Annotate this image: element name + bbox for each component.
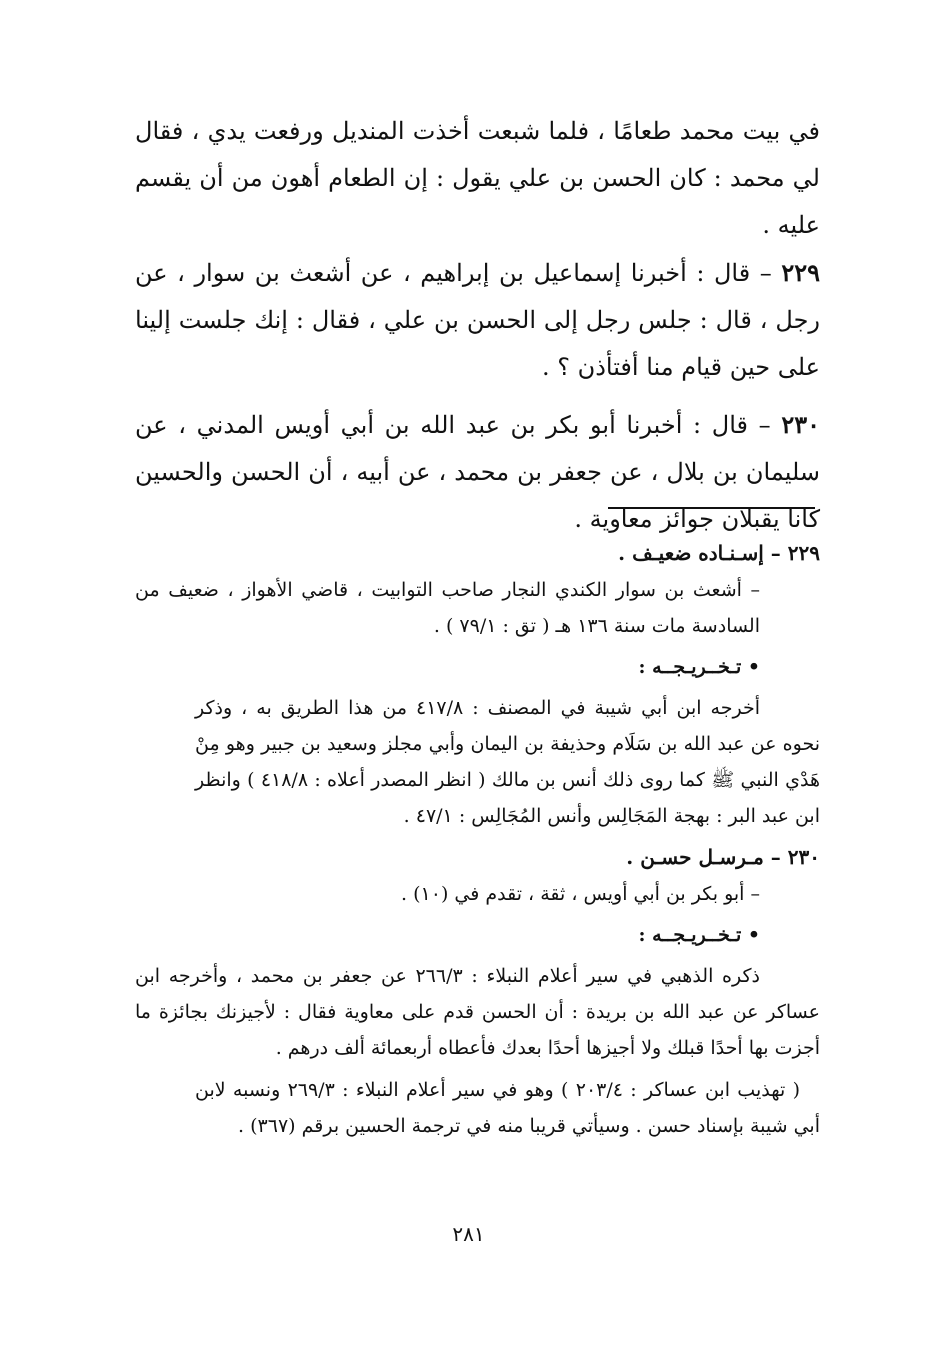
page-number: ٢٨١ — [452, 1222, 485, 1246]
reference-note: ( تهذيب ابن عساكر : ٢٠٣/٤ ) وهو في سير أعلام النبلاء : ٢٦٩/٣ ونسبه لابن أبي شيبة بإسناد حسن . وسيأتي قريبا منه في ترجمة الحسين برقم (٣٦٧) . — [195, 1079, 820, 1137]
main-paragraph-continuation — [135, 108, 820, 249]
narrator-note: – أبو بكر بن أبي أويس ، ثقة ، تقدم في (١٠) . — [401, 883, 760, 905]
hadith-number: ٢٣٠ — [781, 410, 820, 439]
main-paragraph-230 — [135, 401, 820, 543]
footnote-divider — [608, 507, 815, 509]
main-paragraph-229 — [135, 249, 820, 391]
takhrij-text: ذكره الذهبي في سير أعلام النبلاء : ٢٦٦/٣ عن جعفر بن محمد ، وأخرجه ابن عساكر عن عبد الله بن بريدة : أن الحسن قدم على معاوية فقال : لأجيزنك بجائزة ما أجزت بها أحدًا قبلك ولا أجيزها أحدًا بعدك فأعطاه أربعمائة ألف درهم . — [135, 965, 820, 1059]
footnotes — [135, 534, 820, 1144]
takhrij-label: • تـخــريـجــه : — [638, 924, 760, 946]
main-text — [135, 108, 820, 553]
footnote-heading-229: ٢٢٩ – إسـنـاده ضعيـف . — [618, 541, 820, 565]
paragraph-text: في بيت محمد طعامًا ، فلما شبعت أخذت المنديل ورفعت يدي ، فقال لي محمد : كان الحسن بن علي يقول : إن الطعام أهون من أن يقسم عليه . — [135, 117, 820, 239]
hadith-number: ٢٢٩ — [781, 258, 820, 287]
narrator-note: – أشعث بن سوار الكندي النجار صاحب التوابيت ، قاضي الأهواز ، ضعيف من السادسة مات سنة ١٣٦ هـ ( تق : ٧٩/١ ) . — [135, 579, 760, 637]
footnote-heading-230: ٢٣٠ – مـرسـل حسـن . — [626, 845, 820, 869]
paragraph-text: – قال : أخبرنا إسماعيل بن إبراهيم ، عن أشعث بن سوار ، عن رجل ، قال : جلس رجل إلى الحسن بن علي ، فقال : إنك جلست إلينا على حين قيام منا أفتأذن ؟ . — [135, 259, 820, 381]
paragraph-text: – قال : أخبرنا أبو بكر بن عبد الله بن أبي أويس المدني ، عن سليمان بن بلال ، عن جعفر بن محمد ، عن أبيه ، أن الحسن والحسين كانا يقبلان جوائز معاوية . — [135, 411, 820, 533]
takhrij-label: • تـخــريـجــه : — [638, 656, 760, 678]
takhrij-text: أخرجه ابن أبي شيبة في المصنف : ٤١٧/٨ من هذا الطريق به ، وذكر نحوه عن عبد الله بن سَلَام وحذيفة بن اليمان وأبي مجلز وسعيد بن جبير وهو مِنْ هَدْي النبي ﷺ كما روى ذلك أنس بن مالك ( انظر المصدر أعلاه : ٤١٨/٨ ) وانظر ابن عبد البر : بهجة المَجَالِس وأنس المُجَالِس : ٤٧/١ . — [195, 697, 820, 827]
